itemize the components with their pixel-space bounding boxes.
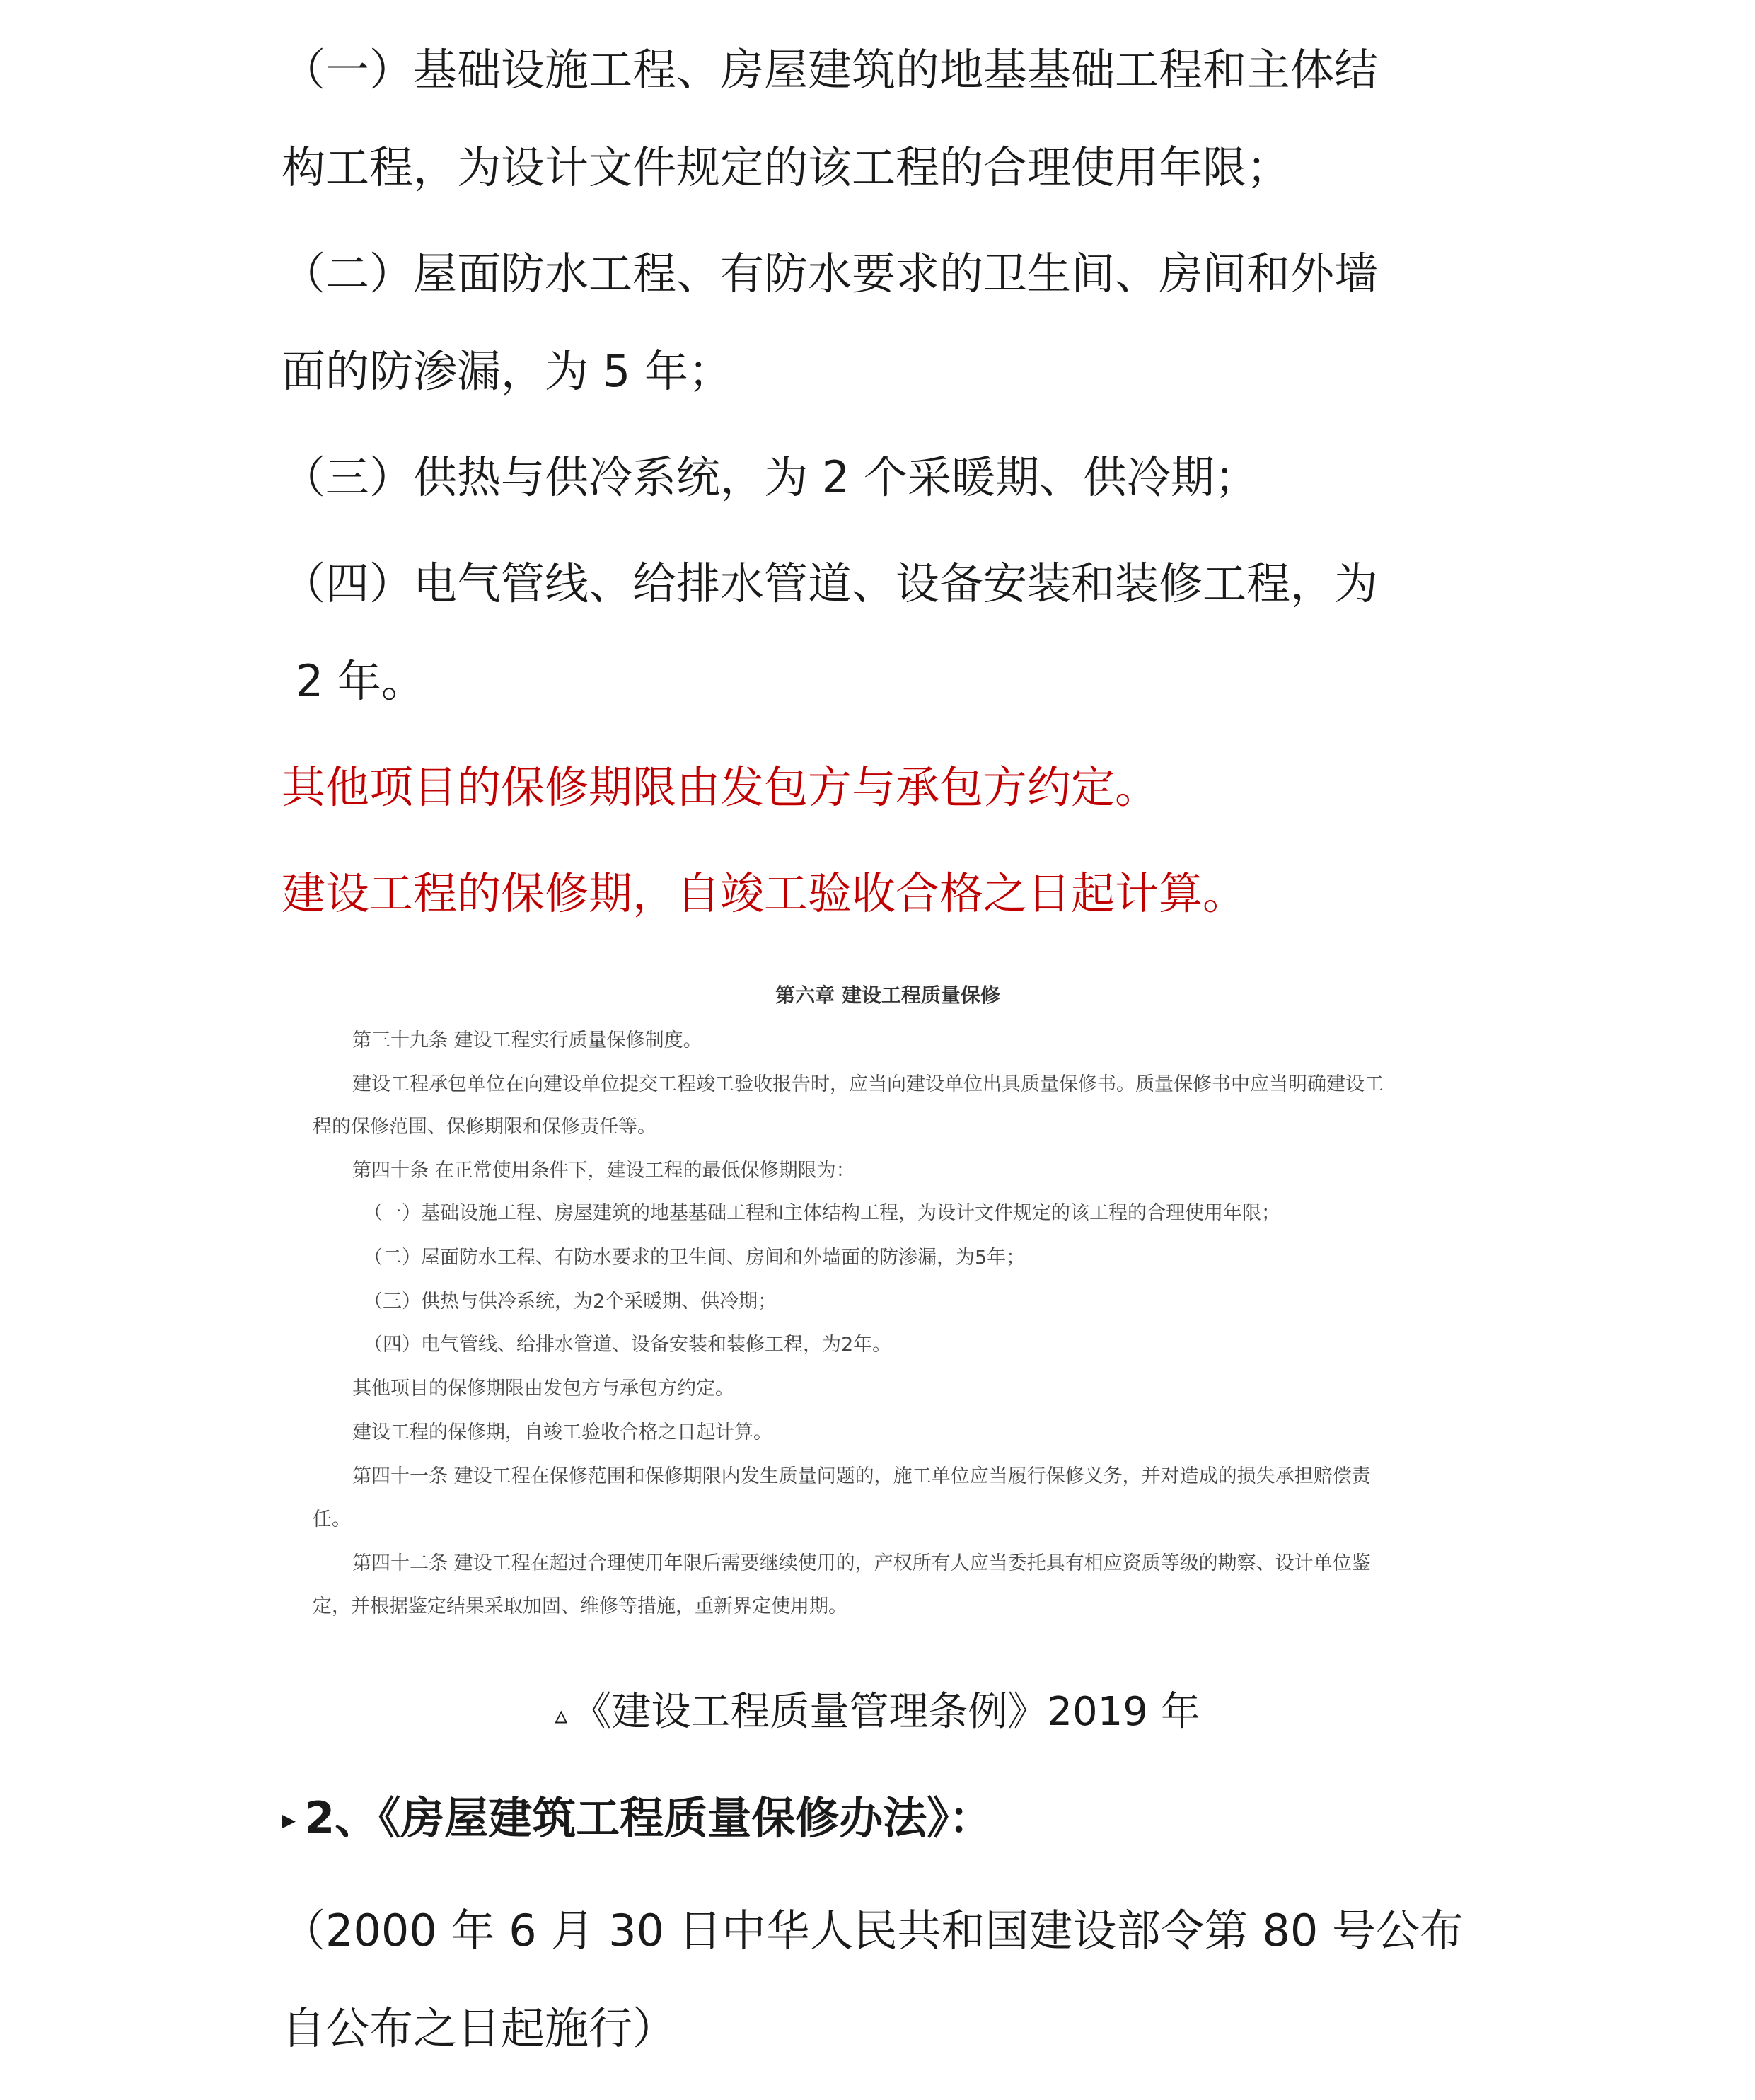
embed-line: （一）基础设施工程、房屋建筑的地基基础工程和主体结构工程，为设计文件规定的该工程的合理使用年限； — [364, 1202, 1280, 1224]
embed-line: （二）屋面防水工程、有防水要求的卫生间、房间和外墙面的防渗漏，为5年； — [364, 1247, 1026, 1269]
section-body-line-1: （2000 年 6 月 30 日中华人民共和国建设部令第 80 号公布 — [282, 1905, 1464, 1956]
item-4-line-1: （四）电气管线、给排水管道、设备安装和装修工程，为 — [282, 558, 1379, 609]
item-1-line-1: （一）基础设施工程、房屋建筑的地基基础工程和主体结 — [282, 44, 1379, 96]
embed-line: （四）电气管线、给排水管道、设备安装和装修工程，为2年。 — [364, 1334, 892, 1356]
embed-line: 其他项目的保修期限由发包方与承包方约定。 — [352, 1378, 734, 1400]
embed-line: 任。 — [313, 1508, 351, 1530]
embed-line: 第四十条 在正常使用条件下，建设工程的最低保修期限为： — [352, 1160, 855, 1182]
embedded-regulation-excerpt — [311, 969, 1464, 1631]
highlight-note-1: 其他项目的保修期限由发包方与承包方约定。 — [282, 761, 1159, 813]
item-2-line-1: （二）屋面防水工程、有防水要求的卫生间、房间和外墙 — [282, 248, 1379, 299]
embed-line: 定，并根据鉴定结果采取加固、维修等措施，重新界定使用期。 — [313, 1596, 847, 1617]
caption-text: 《建设工程质量管理条例》2019 年 — [572, 1689, 1200, 1735]
embed-line: 建设工程承包单位在向建设单位提交工程竣工验收报告时，应当向建设单位出具质量保修书。质量保修书中应当明确建设工 — [352, 1073, 1384, 1095]
section-heading — [282, 1783, 992, 1846]
bullet-arrow-icon: ▸ — [282, 1804, 296, 1836]
figure-caption — [0, 1680, 1755, 1737]
embed-line: （三）供热与供冷系统，为2个采暖期、供冷期； — [364, 1291, 777, 1312]
item-2-line-2: 面的防渗漏，为 5 年； — [282, 345, 732, 397]
triangle-icon: ▵ — [555, 1701, 568, 1730]
section-body-line-2: 自公布之日起施行） — [282, 2002, 677, 2054]
embed-line: 程的保修范围、保修期限和保修责任等。 — [313, 1116, 656, 1138]
highlight-note-2: 建设工程的保修期，自竣工验收合格之日起计算。 — [282, 867, 1247, 919]
embed-line: 第四十二条 建设工程在超过合理使用年限后需要继续使用的，产权所有人应当委托具有相应资质等级的勘察、设计单位鉴 — [352, 1552, 1371, 1574]
item-3: （三）供热与供冷系统，为 2 个采暖期、供冷期； — [282, 451, 1258, 503]
item-4-line-2: 2 年。 — [282, 655, 425, 707]
section-heading-text: 2、《房屋建筑工程质量保修办法》： — [304, 1792, 993, 1844]
item-1-line-2: 构工程，为设计文件规定的该工程的合理使用年限； — [282, 142, 1291, 193]
embed-line: 第三十九条 建设工程实行质量保修制度。 — [352, 1029, 702, 1051]
embed-chapter-title: 第六章 建设工程质量保修 — [775, 983, 1000, 1007]
embed-line: 第四十一条 建设工程在保修范围和保修期限内发生质量问题的，施工单位应当履行保修义务，并对造成的损失承担赔偿责 — [352, 1465, 1371, 1487]
embed-line: 建设工程的保修期，自竣工验收合格之日起计算。 — [352, 1421, 772, 1443]
